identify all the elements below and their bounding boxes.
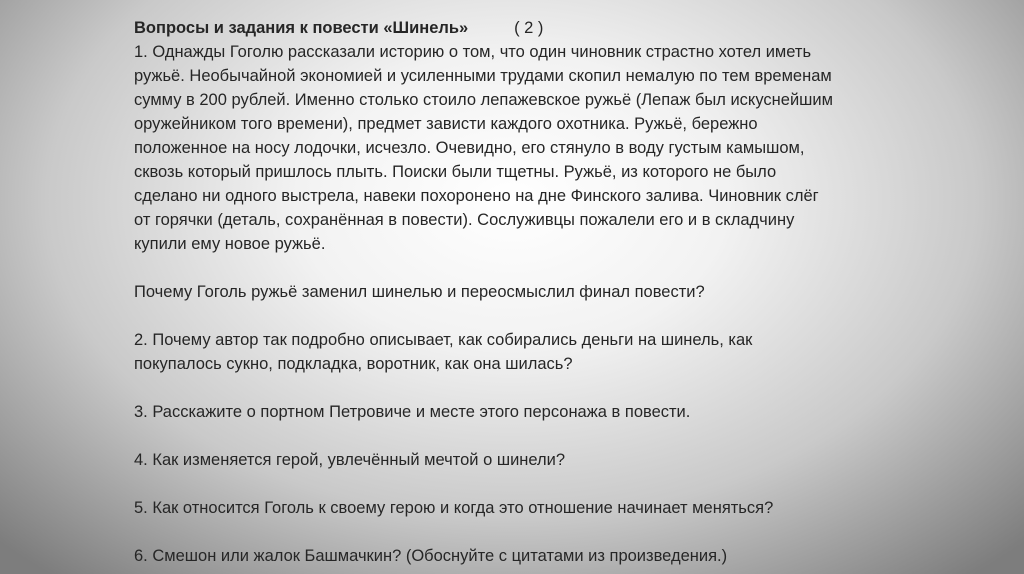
title-text: Вопросы и задания к повести «Шинель» bbox=[134, 19, 469, 37]
text-line: купили ему новое ружьё. bbox=[134, 235, 326, 253]
text-line: 4. Как изменяется герой, увлечённый мечтой о шинели? bbox=[134, 451, 566, 469]
spacer bbox=[134, 520, 934, 544]
spacer bbox=[134, 376, 934, 400]
text-line: 2. Почему автор так подробно описывает, как собирались деньги на шинель, как bbox=[134, 331, 753, 349]
spacer bbox=[134, 256, 934, 280]
question-1-prompt bbox=[134, 280, 934, 304]
text-line: 1. Однажды Гоголю рассказали историю о том, что один чиновник страстно хотел иметь bbox=[134, 43, 812, 61]
question-3 bbox=[134, 400, 934, 424]
text-line: сумму в 200 рублей. Именно столько стоило лепажевское ружьё (Лепаж был искуснейшим bbox=[134, 91, 833, 109]
text-line: оружейником того времени), предмет зависти каждого охотника. Ружьё, бережно bbox=[134, 115, 758, 133]
spacer bbox=[134, 304, 934, 328]
text-line: сделано ни одного выстрела, навеки похоронено на дне Финского залива. Чиновник слёг bbox=[134, 187, 819, 205]
text-line: ружьё. Необычайной экономией и усиленными трудами скопил немалую по тем временам bbox=[134, 67, 832, 85]
question-2 bbox=[134, 328, 934, 376]
text-line: положенное на носу лодочки, исчезло. Очевидно, его стянуло в воду густым камышом, bbox=[134, 139, 805, 157]
text-line: покупалось сукно, подкладка, воротник, как она шилась? bbox=[134, 355, 573, 373]
slide-title bbox=[134, 16, 934, 40]
text-line: от горячки (деталь, сохранённая в повести). Сослуживцы пожалели его и в складчину bbox=[134, 211, 795, 229]
text-line: Почему Гоголь ружьё заменил шинелью и переосмыслил финал повести? bbox=[134, 283, 705, 301]
spacer bbox=[134, 472, 934, 496]
question-1-text bbox=[134, 40, 934, 256]
spacer bbox=[134, 424, 934, 448]
text-line: 6. Смешон или жалок Башмачкин? (Обоснуйте с цитатами из произведения.) bbox=[134, 547, 728, 565]
question-5 bbox=[134, 496, 934, 520]
question-4 bbox=[134, 448, 934, 472]
question-6 bbox=[134, 544, 934, 568]
text-line: сквозь который пришлось плыть. Поиски были тщетны. Ружьё, из которого не было bbox=[134, 163, 777, 181]
text-line: 5. Как относится Гоголь к своему герою и когда это отношение начинает меняться? bbox=[134, 499, 774, 517]
text-line: 3. Расскажите о портном Петровиче и месте этого персонажа в повести. bbox=[134, 403, 691, 421]
title-number: ( 2 ) bbox=[514, 19, 544, 37]
slide-content bbox=[134, 16, 934, 568]
